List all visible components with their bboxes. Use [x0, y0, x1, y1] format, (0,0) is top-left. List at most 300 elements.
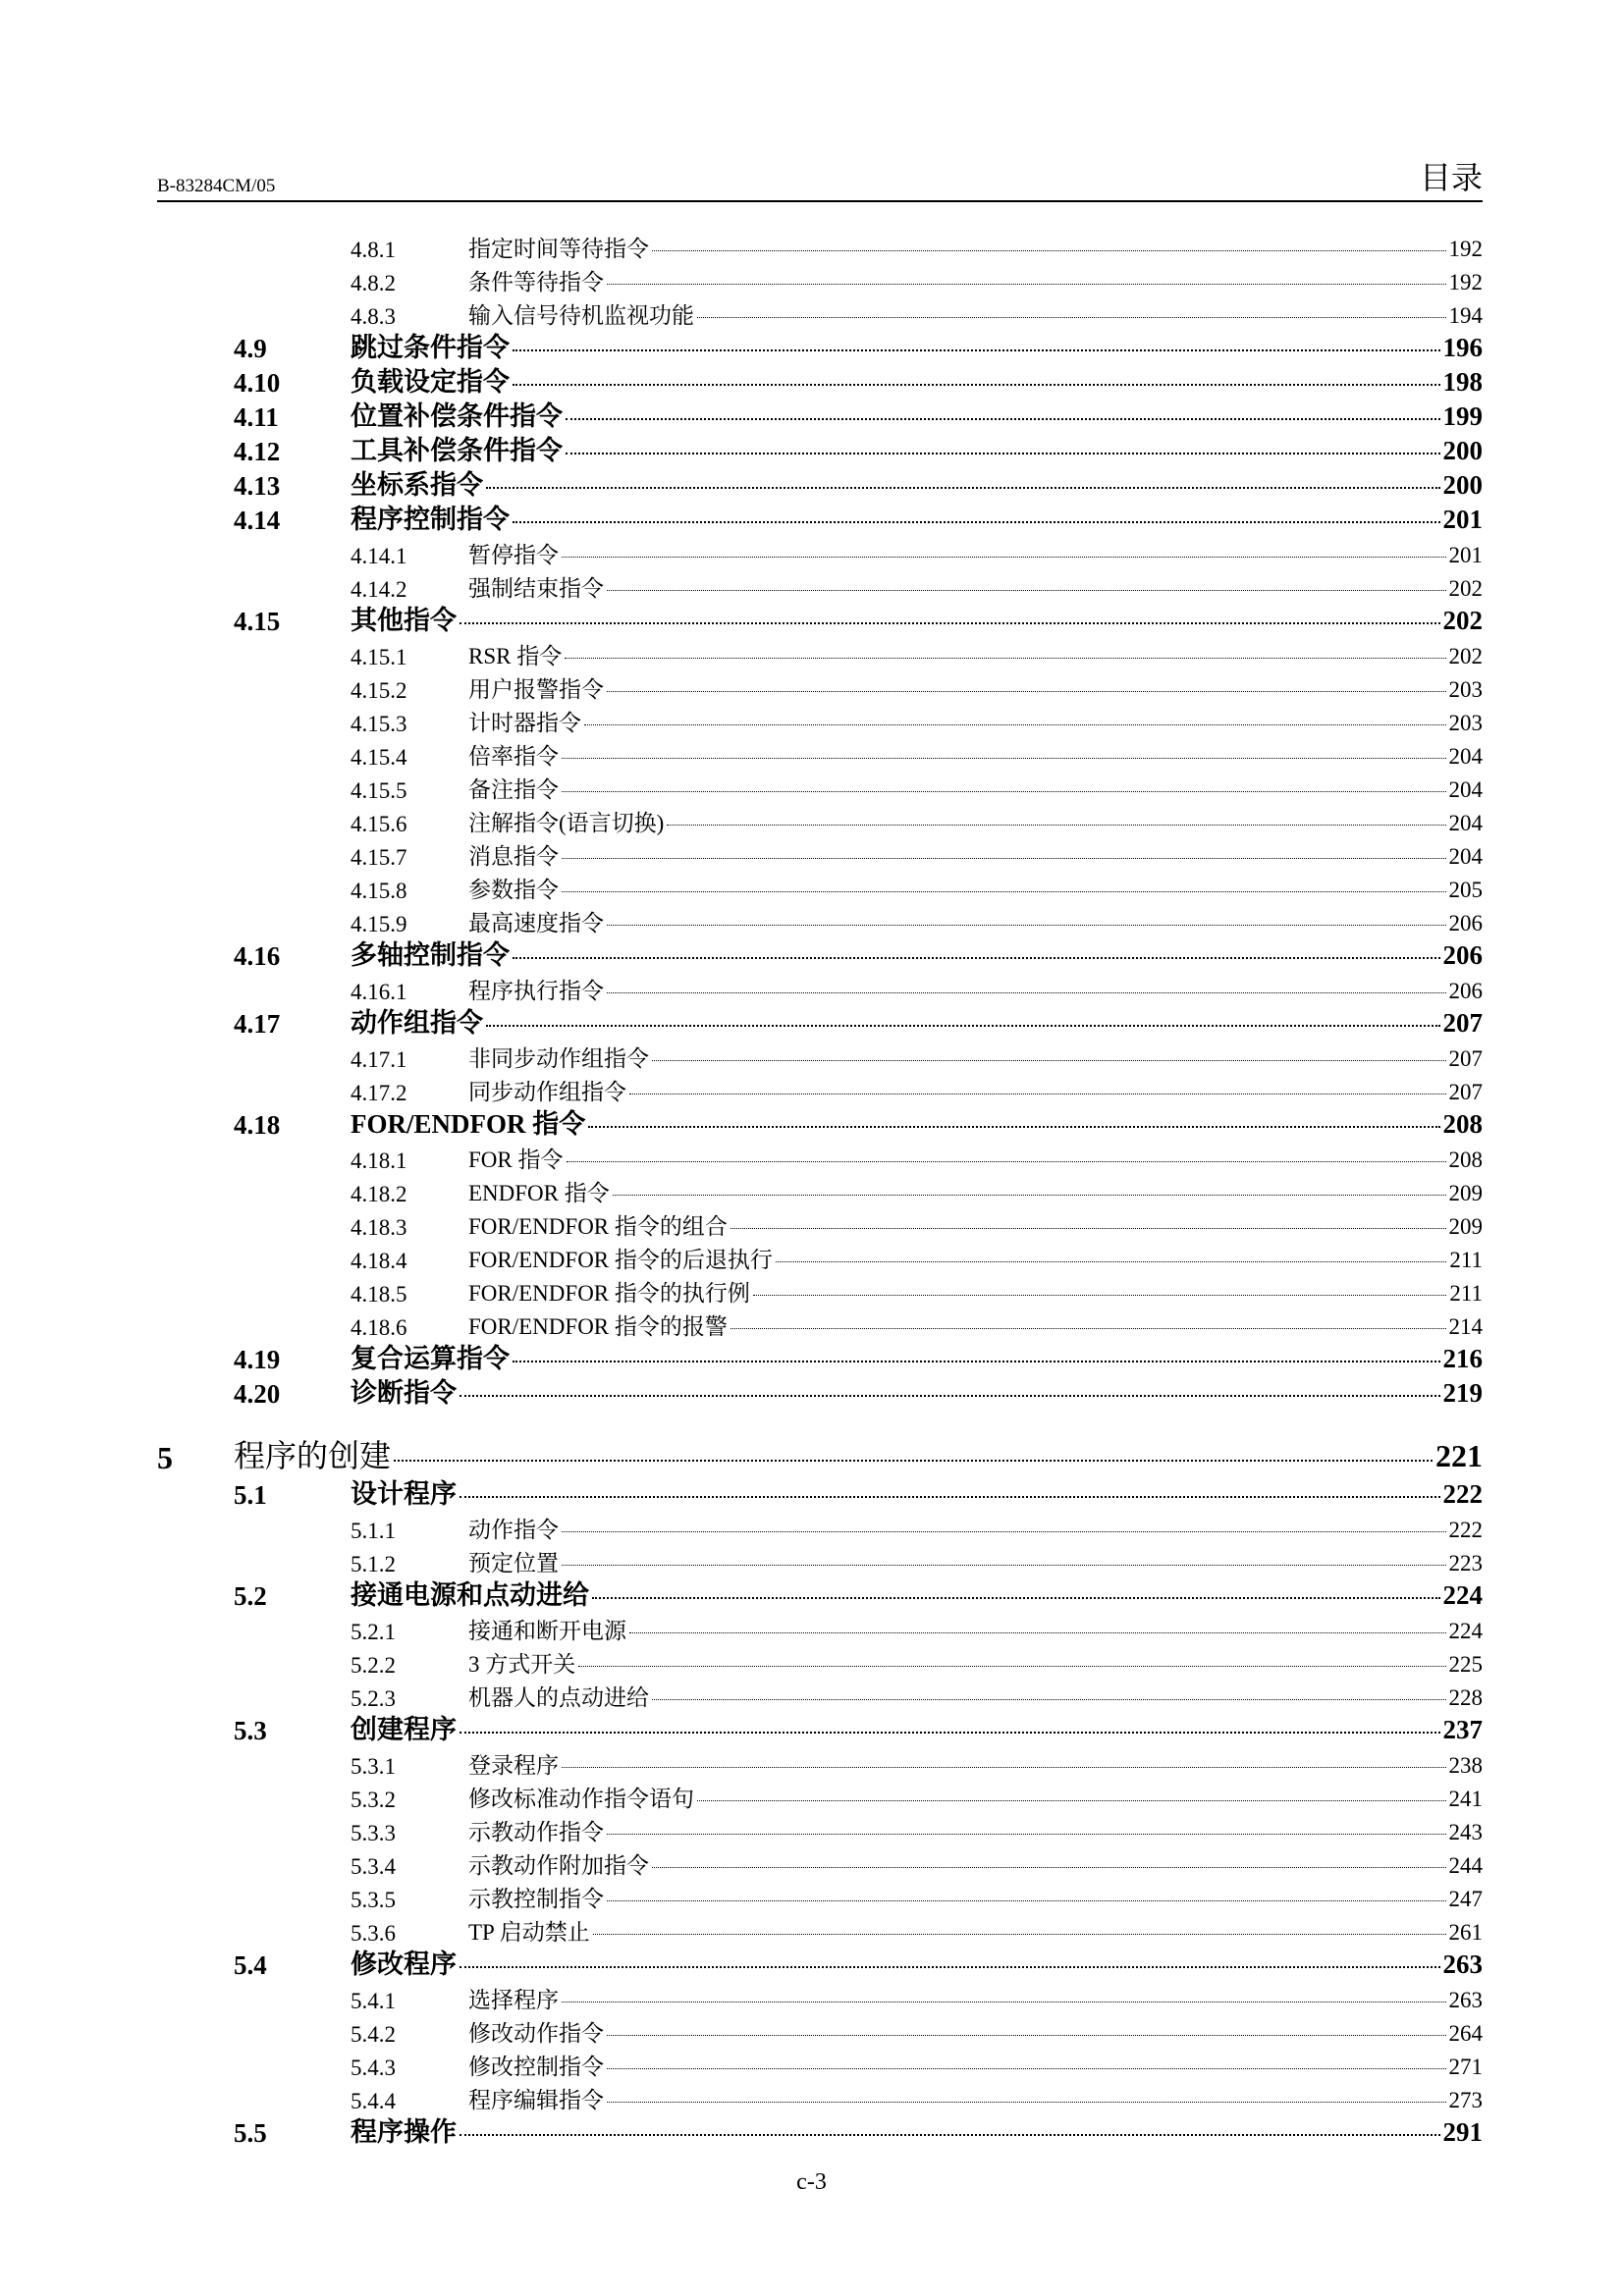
dot-leader	[513, 384, 1440, 386]
toc-entry[interactable]	[157, 1209, 1483, 1243]
toc-entry-title: 同步动作组指令	[468, 1080, 626, 1104]
toc-entry-page: 203	[1448, 711, 1483, 735]
toc-entry[interactable]	[157, 1848, 1483, 1882]
toc-entry-title: 创建程序	[351, 1715, 457, 1744]
dot-leader	[592, 1597, 1440, 1599]
toc-entry-title: 修改控制指令	[468, 2055, 604, 2079]
toc-entry-number: 5.4.2	[351, 2022, 396, 2047]
toc-entry-number: 4.17	[234, 1009, 281, 1039]
dot-leader	[562, 1565, 1446, 1566]
toc-entry-page: 205	[1448, 878, 1483, 902]
toc-entry-page: 219	[1442, 1378, 1483, 1408]
toc-entry-page: 273	[1448, 2088, 1483, 2112]
toc-entry-number: 4.14	[234, 506, 281, 535]
toc-entry-page: 207	[1448, 1080, 1483, 1104]
toc-entry-title: 指定时间等待指令	[468, 237, 649, 261]
dot-leader	[730, 1228, 1446, 1229]
toc-entry-line	[468, 1512, 1483, 1544]
toc-entry-number: 4.16.1	[351, 980, 407, 1004]
toc-entry-title: 程序操作	[351, 2117, 457, 2147]
dot-leader	[562, 891, 1446, 892]
page-title: 目录	[1419, 160, 1483, 195]
toc-entry-title: 程序的创建	[234, 1438, 392, 1473]
dot-leader	[652, 1699, 1446, 1700]
toc-entry[interactable]	[157, 672, 1483, 706]
toc-entry[interactable]	[157, 706, 1483, 739]
dot-leader	[629, 1632, 1446, 1633]
toc-entry[interactable]	[157, 739, 1483, 773]
toc-entry-page: 194	[1448, 303, 1483, 328]
toc-entry-number: 4.8.2	[351, 271, 396, 295]
toc-entry[interactable]	[157, 1041, 1483, 1075]
toc-entry-title: 接通电源和点动进给	[351, 1580, 589, 1610]
toc-entry-number: 4.8.3	[351, 304, 396, 329]
toc-entry-line	[468, 1847, 1483, 1880]
toc-entry-title: 坐标系指令	[351, 470, 483, 500]
dot-leader	[652, 250, 1446, 251]
toc-entry[interactable]	[157, 1983, 1483, 2016]
toc-entry-line	[468, 1208, 1483, 1241]
dot-leader	[588, 1126, 1439, 1128]
toc-entry-title: 参数指令	[468, 878, 559, 902]
toc-entry-page: 202	[1442, 606, 1483, 635]
toc-entry-title: 计时器指令	[468, 711, 581, 735]
toc-entry[interactable]	[157, 639, 1483, 672]
toc-entry-line	[468, 772, 1483, 804]
toc-entry-number: 5.2.2	[351, 1653, 396, 1678]
dot-leader	[593, 1934, 1446, 1935]
toc-entry-line	[351, 1337, 1483, 1375]
toc-entry-number: 5.2.1	[351, 1620, 396, 1644]
toc-entry-title: FOR/ENDFOR 指令的报警	[468, 1314, 728, 1339]
toc-entry-number: 4.18.5	[351, 1282, 407, 1307]
toc-entry-page: 224	[1448, 1619, 1483, 1643]
toc-entry-page: 200	[1442, 470, 1483, 500]
toc-entry-page: 263	[1448, 1988, 1483, 2012]
toc-entry-line	[351, 498, 1483, 536]
dot-leader	[460, 1496, 1440, 1498]
toc-entry-page: 222	[1448, 1518, 1483, 1542]
toc-entry-page: 198	[1442, 367, 1483, 397]
toc-entry-page: 243	[1448, 1820, 1483, 1844]
dot-leader	[730, 1328, 1446, 1329]
toc-entry-line	[468, 264, 1483, 296]
toc-entry-number: 4.15.5	[351, 778, 407, 803]
toc-entry-number: 5.3.1	[351, 1754, 396, 1779]
toc-entry-page: 204	[1448, 744, 1483, 769]
toc-entry[interactable]	[157, 773, 1483, 806]
toc-entry-line	[351, 1371, 1483, 1410]
toc-entry-page: 222	[1442, 1479, 1483, 1509]
dot-leader	[566, 418, 1440, 420]
toc-entry-line	[468, 1982, 1483, 2014]
document-code: B-83284CM/05	[157, 176, 276, 196]
toc-entry-title: FOR/ENDFOR 指令	[351, 1109, 586, 1139]
toc-entry-line	[468, 2049, 1483, 2081]
toc-entry[interactable]	[157, 1478, 1483, 1513]
toc-entry[interactable]	[157, 2116, 1483, 2151]
toc-entry-title: 动作组指令	[351, 1008, 483, 1038]
toc-entry-number: 5	[157, 1440, 173, 1475]
toc-entry-number: 4.15.3	[351, 712, 407, 736]
toc-entry-number: 5.3	[234, 1716, 267, 1745]
toc-entry-number: 5.3.6	[351, 1921, 396, 1946]
toc-entry-title: 登录程序	[468, 1753, 559, 1778]
toc-entry-title: 复合运算指令	[351, 1344, 510, 1373]
toc-entry-number: 4.10	[234, 368, 281, 398]
toc-entry-number: 4.18.1	[351, 1148, 407, 1173]
toc-entry-number: 4.14.2	[351, 577, 407, 602]
toc-entry-title: 备注指令	[468, 777, 559, 802]
toc-entry-title: 位置补偿条件指令	[351, 401, 563, 431]
toc-entry-line	[468, 2015, 1483, 2048]
toc-entry-number: 4.15.2	[351, 678, 407, 703]
dot-leader	[652, 1867, 1446, 1868]
toc-entry[interactable]	[157, 1949, 1483, 1983]
toc-entry-page: 206	[1448, 911, 1483, 935]
toc-entry-title: 多轴控制指令	[351, 940, 510, 970]
toc-entry-title: 用户报警指令	[468, 677, 604, 702]
toc-entry-page: 223	[1448, 1551, 1483, 1575]
toc-entry-title: 选择程序	[468, 1988, 559, 2012]
dot-leader	[567, 1161, 1446, 1162]
toc-entry-line	[351, 1943, 1483, 1981]
toc-entry[interactable]	[157, 1782, 1483, 1815]
toc-entry-title: 3 方式开关	[468, 1652, 576, 1677]
toc-entry-page: 216	[1442, 1344, 1483, 1373]
toc-entry-line	[351, 1574, 1483, 1612]
dot-leader	[562, 791, 1446, 792]
toc-entry-page: 203	[1448, 677, 1483, 702]
toc-entry-number: 4.13	[234, 471, 281, 501]
toc-entry-title: 示教控制指令	[468, 1887, 604, 1911]
dot-leader	[562, 758, 1446, 759]
toc-entry-title: 修改标准动作指令语句	[468, 1787, 694, 1811]
toc-entry[interactable]	[157, 1714, 1483, 1748]
toc-entry[interactable]	[157, 605, 1483, 639]
toc-entry-number: 4.9	[234, 334, 267, 363]
dot-leader	[607, 925, 1446, 926]
toc-entry-page: 207	[1442, 1008, 1483, 1038]
toc-entry[interactable]	[157, 1815, 1483, 1848]
toc-entry-number: 4.11	[234, 402, 279, 432]
toc-entry-line	[234, 1431, 1483, 1476]
page-number: c-3	[796, 2169, 827, 2195]
toc-entry-number: 4.15.7	[351, 845, 407, 870]
dot-leader	[578, 1666, 1445, 1667]
toc-entry-line	[351, 2110, 1483, 2149]
toc-entry[interactable]	[157, 2016, 1483, 2050]
dot-leader	[607, 284, 1446, 285]
toc-entry-title: 倍率指令	[468, 744, 559, 769]
toc-entry-number: 5.1.2	[351, 1552, 396, 1576]
dot-leader	[460, 1732, 1440, 1734]
dot-leader	[513, 521, 1440, 523]
toc-entry[interactable]	[157, 1243, 1483, 1276]
toc-entry-title: 示教动作附加指令	[468, 1853, 649, 1878]
toc-entry-line	[468, 1613, 1483, 1645]
toc-entry[interactable]	[157, 806, 1483, 839]
toc-entry-line	[468, 1041, 1483, 1073]
toc-entry-number: 4.8.1	[351, 238, 396, 262]
toc-entry-number: 5.3.3	[351, 1821, 396, 1845]
toc-entry-line	[351, 360, 1483, 399]
toc-entry-line	[468, 1242, 1483, 1274]
toc-entry[interactable]	[157, 1143, 1483, 1176]
toc-entry-number: 4.18.2	[351, 1182, 407, 1206]
toc-entry-page: 228	[1448, 1685, 1483, 1710]
toc-entry[interactable]	[157, 538, 1483, 571]
toc-entry-title: 其他指令	[351, 606, 457, 635]
dot-leader	[607, 691, 1446, 692]
toc-entry-title: 接通和断开电源	[468, 1619, 626, 1643]
toc-entry-title: 修改动作指令	[468, 2021, 604, 2046]
toc-entry[interactable]	[157, 1614, 1483, 1647]
dot-leader	[584, 724, 1446, 725]
toc-entry-title: 动作指令	[468, 1518, 559, 1542]
toc-entry-page: 206	[1442, 940, 1483, 970]
toc-entry[interactable]	[157, 1276, 1483, 1309]
toc-entry[interactable]	[157, 232, 1483, 265]
dot-leader	[607, 2102, 1446, 2103]
dot-leader	[513, 1361, 1440, 1362]
dot-leader	[486, 487, 1440, 489]
dot-leader	[607, 1834, 1446, 1835]
toc-entry-line	[468, 231, 1483, 263]
toc-entry-number: 5.2	[234, 1581, 267, 1611]
toc-entry[interactable]	[157, 1579, 1483, 1614]
toc-entry-title: 预定位置	[468, 1551, 559, 1575]
toc-entry-title: 工具补偿条件指令	[351, 436, 563, 465]
toc-entry-number: 5.4.1	[351, 1989, 396, 2013]
toc-entry-number: 4.15.8	[351, 879, 407, 903]
toc-entry-line	[351, 1708, 1483, 1746]
toc-entry[interactable]	[157, 1513, 1483, 1546]
toc-entry-number: 4.16	[234, 941, 281, 971]
toc-entry-page: 211	[1449, 1248, 1483, 1272]
toc-entry[interactable]	[157, 1748, 1483, 1782]
toc-entry-line	[468, 705, 1483, 737]
toc-entry-title: 机器人的点动进给	[468, 1685, 649, 1710]
toc-entry-number: 5.3.2	[351, 1788, 396, 1812]
toc-entry-page: 271	[1448, 2055, 1483, 2079]
toc-entry-page: 204	[1448, 777, 1483, 802]
toc-entry-page: 209	[1448, 1181, 1483, 1205]
toc-entry-number: 5.1.1	[351, 1519, 396, 1543]
dot-leader	[613, 1195, 1446, 1196]
toc-entry-number: 4.19	[234, 1345, 281, 1374]
toc-entry[interactable]	[157, 1377, 1483, 1412]
toc-entry-number: 4.17.2	[351, 1081, 407, 1105]
toc-entry-line	[468, 838, 1483, 871]
page-header	[157, 157, 1483, 202]
toc-entry-number: 4.17.1	[351, 1047, 407, 1072]
dot-leader	[513, 957, 1440, 959]
toc-entry[interactable]	[157, 265, 1483, 298]
toc-entry-page: 192	[1448, 237, 1483, 261]
toc-entry-line	[351, 1001, 1483, 1040]
toc-entry-line	[468, 738, 1483, 771]
toc-entry-number: 4.15	[234, 607, 281, 636]
toc-entry-title: FOR/ENDFOR 指令的后退执行	[468, 1248, 773, 1272]
toc-entry-page: 225	[1448, 1652, 1483, 1677]
toc-entry-line	[468, 1881, 1483, 1913]
toc-entry-line	[468, 537, 1483, 569]
toc-entry-page: 291	[1442, 2117, 1483, 2147]
toc-entry-page: 202	[1448, 644, 1483, 668]
toc-entry-number: 4.15.4	[351, 745, 407, 770]
dot-leader	[607, 590, 1446, 591]
toc-entry-page: 200	[1442, 436, 1483, 465]
dot-leader	[697, 317, 1446, 318]
toc-entry-page: 237	[1442, 1715, 1483, 1744]
toc-entry-title: 消息指令	[468, 844, 559, 869]
toc-entry-page: 201	[1448, 543, 1483, 567]
toc-entry-title: FOR/ENDFOR 指令的组合	[468, 1214, 728, 1239]
toc-entry[interactable]	[157, 1007, 1483, 1041]
toc-entry-number: 5.3.4	[351, 1854, 396, 1879]
toc-entry-number: 4.15.1	[351, 645, 407, 669]
toc-entry-page: 241	[1448, 1787, 1483, 1811]
toc-entry-title: TP 启动禁止	[468, 1920, 590, 1945]
toc-entry-line	[468, 1814, 1483, 1846]
toc-entry-line	[351, 463, 1483, 502]
dot-leader	[513, 349, 1440, 351]
toc-entry[interactable]	[157, 939, 1483, 974]
dot-leader	[394, 1460, 1433, 1462]
toc-entry-number: 4.18.3	[351, 1215, 407, 1240]
toc-entry-title: 非同步动作组指令	[468, 1046, 649, 1071]
toc-entry-page: 209	[1448, 1214, 1483, 1239]
toc-entry-line	[468, 1747, 1483, 1780]
toc-entry-title: RSR 指令	[468, 644, 563, 668]
dot-leader	[607, 2068, 1446, 2069]
toc-entry-line	[468, 872, 1483, 904]
toc-entry-title: 程序执行指令	[468, 979, 604, 1003]
dot-leader	[562, 1767, 1446, 1768]
toc-entry-page: 211	[1449, 1281, 1483, 1306]
toc-entry-line	[351, 429, 1483, 467]
toc-entry-title: 强制结束指令	[468, 576, 604, 601]
dot-leader	[607, 2035, 1446, 2036]
toc-entry-line	[351, 934, 1483, 972]
toc-entry[interactable]	[157, 1647, 1483, 1681]
dot-leader	[460, 1966, 1440, 1968]
dot-leader	[697, 1800, 1446, 1801]
dot-leader	[607, 1900, 1446, 1901]
toc-entry-number: 5.2.3	[351, 1686, 396, 1711]
toc-entry-page: 199	[1442, 401, 1483, 431]
dot-leader	[566, 453, 1440, 454]
toc-entry-page: 204	[1448, 844, 1483, 869]
toc-entry-page: 238	[1448, 1753, 1483, 1778]
toc-entry-number: 4.18.4	[351, 1249, 407, 1273]
toc-entry-number: 4.14.1	[351, 544, 407, 568]
toc-entry-number: 4.15.6	[351, 812, 407, 836]
toc-entry-line	[351, 1472, 1483, 1511]
dot-leader	[652, 1060, 1446, 1061]
toc-entry-number: 5.4	[234, 1950, 267, 1980]
toc-entry-page: 244	[1448, 1853, 1483, 1878]
dot-leader	[460, 2134, 1440, 2136]
toc-entry-number: 4.18.6	[351, 1315, 407, 1340]
toc-entry[interactable]	[157, 1176, 1483, 1209]
toc-entry[interactable]	[157, 504, 1483, 538]
toc-entry-title: 最高速度指令	[468, 911, 604, 935]
toc-entry[interactable]	[157, 839, 1483, 873]
toc-entry-title: 示教动作指令	[468, 1820, 604, 1844]
dot-leader	[460, 1395, 1440, 1397]
toc-entry-line	[468, 671, 1483, 704]
toc-entry-number: 5.1	[234, 1480, 267, 1510]
toc-entry-title: 条件等待指令	[468, 270, 604, 294]
toc-entry-title: FOR/ENDFOR 指令的执行例	[468, 1281, 750, 1306]
toc-entry-number: 4.12	[234, 437, 281, 466]
toc-entry-title: 程序控制指令	[351, 505, 510, 534]
toc-entry-page: 221	[1435, 1438, 1483, 1473]
toc-entry-page: 207	[1448, 1046, 1483, 1071]
toc-entry-number: 5.4.4	[351, 2089, 396, 2113]
toc-entry-line	[468, 1175, 1483, 1207]
toc-entry-line	[468, 1275, 1483, 1308]
toc-entry-title: FOR 指令	[468, 1148, 564, 1172]
toc-entry-page: 264	[1448, 2021, 1483, 2046]
toc-entry-line	[468, 1781, 1483, 1813]
dot-leader	[629, 1094, 1446, 1095]
toc-entry-page: 247	[1448, 1887, 1483, 1911]
table-of-contents	[157, 232, 1483, 2151]
toc-entry-page: 201	[1442, 505, 1483, 534]
dot-leader	[562, 1531, 1446, 1532]
toc-entry-title: 程序编辑指令	[468, 2088, 604, 2112]
toc-entry-title: ENDFOR 指令	[468, 1181, 610, 1205]
toc-entry-page: 261	[1448, 1920, 1483, 1945]
toc-entry-line	[351, 1102, 1483, 1141]
toc-entry-number: 4.20	[234, 1379, 281, 1409]
toc-entry-title: 负载设定指令	[351, 367, 510, 397]
toc-entry-number: 5.4.3	[351, 2056, 396, 2080]
toc-entry-line	[468, 1142, 1483, 1174]
toc-entry[interactable]	[157, 2050, 1483, 2083]
toc-entry[interactable]	[157, 1108, 1483, 1143]
dot-leader	[565, 658, 1445, 659]
toc-entry-title: 修改程序	[351, 1949, 457, 1979]
toc-entry-page: 224	[1442, 1580, 1483, 1610]
toc-entry-page: 206	[1448, 979, 1483, 1003]
dot-leader	[486, 1025, 1440, 1027]
toc-entry-number: 4.15.9	[351, 912, 407, 936]
dot-leader	[562, 557, 1446, 558]
dot-leader	[607, 992, 1446, 993]
toc-entry-page: 192	[1448, 270, 1483, 294]
toc-entry-line	[351, 326, 1483, 364]
toc-entry[interactable]	[157, 1882, 1483, 1915]
toc-entry-number: 5.3.5	[351, 1888, 396, 1912]
toc-entry-page: 208	[1448, 1148, 1483, 1172]
toc-entry[interactable]	[157, 873, 1483, 906]
toc-entry-title: 跳过条件指令	[351, 333, 510, 362]
dot-leader	[667, 825, 1445, 826]
toc-entry-title: 暂停指令	[468, 543, 559, 567]
dot-leader	[460, 622, 1440, 624]
toc-entry-line	[468, 1646, 1483, 1679]
toc-entry-line	[468, 805, 1483, 837]
toc-entry-line	[351, 599, 1483, 637]
toc-entry-page: 196	[1442, 333, 1483, 362]
toc-entry-number: 5.5	[234, 2118, 267, 2148]
toc-entry-line	[351, 395, 1483, 433]
dot-leader	[562, 858, 1446, 859]
